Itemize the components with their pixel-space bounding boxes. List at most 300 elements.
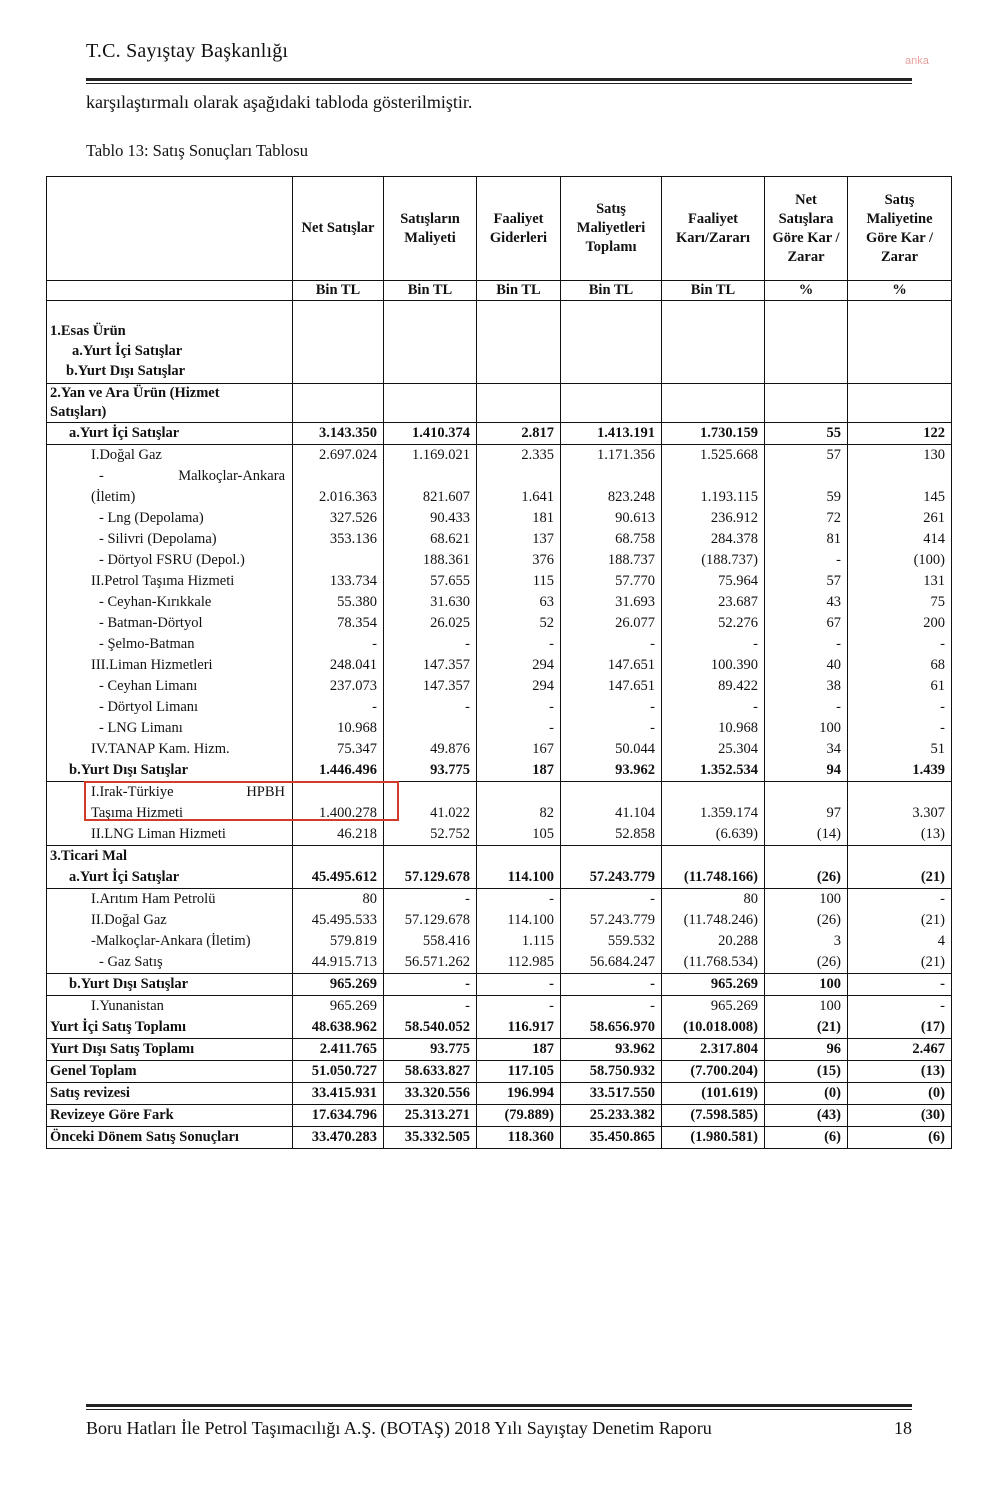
table-cell: (11.768.534) xyxy=(662,952,765,974)
table-cell: 3.307 xyxy=(848,782,952,825)
units-empty xyxy=(47,281,293,301)
table-cell: (0) xyxy=(765,1083,848,1105)
table-row xyxy=(47,996,952,1018)
row-label: I.Doğal Gaz xyxy=(47,445,293,467)
table-cell: 33.415.931 xyxy=(293,1083,384,1105)
table-row xyxy=(47,301,952,384)
table-row xyxy=(47,423,952,445)
table-cell: 67 xyxy=(765,613,848,634)
row-label: I.Yunanistan xyxy=(47,996,293,1018)
table-cell xyxy=(561,846,662,868)
table-cell: 93.962 xyxy=(561,1039,662,1061)
table-row xyxy=(47,1083,952,1105)
table-cell: - xyxy=(293,697,384,718)
row-label: -Malkoçlar-Ankara (İletim) xyxy=(47,931,293,952)
table-cell: 1.410.374 xyxy=(384,423,477,445)
page-header-title: T.C. Sayıştay Başkanlığı xyxy=(86,40,289,62)
table-cell: 1.413.191 xyxy=(561,423,662,445)
table-cell: 284.378 xyxy=(662,529,765,550)
table-cell xyxy=(848,846,952,868)
col-unit: Bin TL xyxy=(293,281,384,301)
table-cell: 34 xyxy=(765,739,848,760)
table-cell: 100.390 xyxy=(662,655,765,676)
table-cell: 17.634.796 xyxy=(293,1105,384,1127)
table-cell: 3.143.350 xyxy=(293,423,384,445)
table-cell: 68.621 xyxy=(384,529,477,550)
table-cell: - xyxy=(293,634,384,655)
table-row xyxy=(47,760,952,782)
table-row xyxy=(47,1127,952,1149)
table-cell: (79.889) xyxy=(477,1105,561,1127)
table-cell: 1.525.668 xyxy=(662,445,765,467)
table-row xyxy=(47,739,952,760)
col-unit: % xyxy=(765,281,848,301)
table-cell: 237.073 xyxy=(293,676,384,697)
table-cell: 31.630 xyxy=(384,592,477,613)
table-cell: 122 xyxy=(848,423,952,445)
table-cell: (21) xyxy=(848,910,952,931)
table-cell: 181 xyxy=(477,508,561,529)
table-cell: - xyxy=(848,996,952,1018)
table-cell: 965.269 xyxy=(662,974,765,996)
table-cell: 353.136 xyxy=(293,529,384,550)
table-cell: - xyxy=(765,634,848,655)
row-label: - Dörtyol FSRU (Depol.) xyxy=(47,550,293,571)
table-cell: 2.411.765 xyxy=(293,1039,384,1061)
row-label: - Şelmo-Batman xyxy=(47,634,293,655)
row-label: III.Liman Hizmetleri xyxy=(47,655,293,676)
table-cell: - xyxy=(384,697,477,718)
table-cell: 248.041 xyxy=(293,655,384,676)
table-cell: 90.613 xyxy=(561,508,662,529)
table-cell: 965.269 xyxy=(293,996,384,1018)
table-cell: 1.193.115 xyxy=(662,466,765,508)
table-row xyxy=(47,655,952,676)
table-cell: 294 xyxy=(477,676,561,697)
table-cell: 147.357 xyxy=(384,655,477,676)
table-cell: 52.752 xyxy=(384,824,477,846)
row-label: 2.Yan ve Ara Ürün (Hizmet xyxy=(50,385,220,401)
table-cell: 48.638.962 xyxy=(293,1017,384,1039)
table-cell: - xyxy=(561,697,662,718)
table-cell: 93.962 xyxy=(561,760,662,782)
table-cell: (7.598.585) xyxy=(662,1105,765,1127)
table-cell xyxy=(293,550,384,571)
table-cell: 40 xyxy=(765,655,848,676)
table-cell: 56.571.262 xyxy=(384,952,477,974)
table-cell: - xyxy=(765,550,848,571)
table-cell: - xyxy=(561,974,662,996)
table-cell: 118.360 xyxy=(477,1127,561,1149)
table-row xyxy=(47,1105,952,1127)
table-cell: 2.467 xyxy=(848,1039,952,1061)
table-cell: 45.495.533 xyxy=(293,910,384,931)
table-cell: (11.748.166) xyxy=(662,867,765,889)
table-row xyxy=(47,1039,952,1061)
table-cell: 196.994 xyxy=(477,1083,561,1105)
table-cell: 33.517.550 xyxy=(561,1083,662,1105)
table-cell: 61 xyxy=(848,676,952,697)
table-cell: 1.446.496 xyxy=(293,760,384,782)
table-cell xyxy=(384,718,477,739)
table-cell: (1.980.581) xyxy=(662,1127,765,1149)
table-cell: 114.100 xyxy=(477,910,561,931)
row-label: Satışları) xyxy=(50,404,107,420)
table-cell: 35.332.505 xyxy=(384,1127,477,1149)
table-cell: 55.380 xyxy=(293,592,384,613)
table-row xyxy=(47,634,952,655)
table-cell: 188.737 xyxy=(561,550,662,571)
col-unit: % xyxy=(848,281,952,301)
table-cell: 31.693 xyxy=(561,592,662,613)
table-cell: 187 xyxy=(477,1039,561,1061)
table-cell: - xyxy=(848,697,952,718)
table-cell: (101.619) xyxy=(662,1083,765,1105)
footer-text: Boru Hatları İle Petrol Taşımacılığı A.Ş. (BOTAŞ) 2018 Yılı Sayıştay Denetim Raporu xyxy=(86,1418,712,1438)
table-cell: 55 xyxy=(765,423,848,445)
table-cell: 41.104 xyxy=(561,782,662,825)
table-cell: 130 xyxy=(848,445,952,467)
table-row xyxy=(47,910,952,931)
table-cell: (21) xyxy=(848,867,952,889)
table-row xyxy=(47,974,952,996)
table-cell: 188.361 xyxy=(384,550,477,571)
table-cell: - xyxy=(662,634,765,655)
table-cell: 89.422 xyxy=(662,676,765,697)
table-cell: (30) xyxy=(848,1105,952,1127)
table-cell: 100 xyxy=(765,996,848,1018)
table-cell: 35.450.865 xyxy=(561,1127,662,1149)
table-cell: (13) xyxy=(848,824,952,846)
table-cell: - xyxy=(848,634,952,655)
table-cell: - xyxy=(384,634,477,655)
table-cell: 821.607 xyxy=(384,466,477,508)
table-cell: (26) xyxy=(765,952,848,974)
table-cell: 1.352.534 xyxy=(662,760,765,782)
table-cell: 10.968 xyxy=(662,718,765,739)
row-label-part: (İletim) xyxy=(91,489,136,505)
table-cell: 93.775 xyxy=(384,760,477,782)
table-cell: - xyxy=(477,634,561,655)
table-row xyxy=(47,931,952,952)
intro-text: karşılaştırmalı olarak aşağıdaki tabloda gösterilmiştir. xyxy=(86,92,473,112)
row-label xyxy=(47,466,293,508)
table-cell xyxy=(384,846,477,868)
table-cell: (6) xyxy=(848,1127,952,1149)
table-row xyxy=(47,1061,952,1083)
col-header: Satışların Maliyeti xyxy=(384,177,477,281)
table-cell: 33.320.556 xyxy=(384,1083,477,1105)
row-label-part: HPBH xyxy=(246,784,285,800)
row-label: - Lng (Depolama) xyxy=(47,508,293,529)
table-cell: 147.651 xyxy=(561,655,662,676)
table-cell: - xyxy=(477,996,561,1018)
table-cell: 25.313.271 xyxy=(384,1105,477,1127)
table-cell: 559.532 xyxy=(561,931,662,952)
table-cell: 25.304 xyxy=(662,739,765,760)
row-label: b.Yurt Dışı Satışlar xyxy=(66,363,186,379)
table-cell xyxy=(765,846,848,868)
table-cell: (26) xyxy=(765,910,848,931)
table-cell: 93.775 xyxy=(384,1039,477,1061)
table-cell: 52 xyxy=(477,613,561,634)
table-cell: - xyxy=(477,697,561,718)
row-label: - Dörtyol Limanı xyxy=(47,697,293,718)
table-cell: 3 xyxy=(765,931,848,952)
table-cell: 1.171.356 xyxy=(561,445,662,467)
table-cell: (43) xyxy=(765,1105,848,1127)
table-cell: 10.968 xyxy=(293,718,384,739)
table-cell: 38 xyxy=(765,676,848,697)
table-cell: 112.985 xyxy=(477,952,561,974)
table-cell: 58.633.827 xyxy=(384,1061,477,1083)
table-row xyxy=(47,889,952,911)
table-cell: 100 xyxy=(765,889,848,911)
row-label-part: I.Irak-Türkiye xyxy=(91,784,174,800)
table-cell: 236.912 xyxy=(662,508,765,529)
table-cell: - xyxy=(384,889,477,911)
row-label: - Ceyhan-Kırıkkale xyxy=(47,592,293,613)
table-row xyxy=(47,571,952,592)
row-label: IV.TANAP Kam. Hizm. xyxy=(47,739,293,760)
table-cell: 105 xyxy=(477,824,561,846)
row-label: - Silivri (Depolama) xyxy=(47,529,293,550)
table-cell: 823.248 xyxy=(561,466,662,508)
table-cell: 1.400.278 xyxy=(293,782,384,825)
page-footer xyxy=(86,1418,912,1439)
table-cell: 97 xyxy=(765,782,848,825)
table-cell: 72 xyxy=(765,508,848,529)
table-row xyxy=(47,952,952,974)
row-label: a.Yurt İçi Satışlar xyxy=(47,423,293,445)
row-label: I.Arıtım Ham Petrolü xyxy=(47,889,293,911)
table-cell: 68 xyxy=(848,655,952,676)
table-cell: - xyxy=(384,974,477,996)
table-cell: (188.737) xyxy=(662,550,765,571)
table-cell: (100) xyxy=(848,550,952,571)
table-cell: 965.269 xyxy=(662,996,765,1018)
table-cell: 57.129.678 xyxy=(384,867,477,889)
table-cell: 2.016.363 xyxy=(293,466,384,508)
table-cell: 1.115 xyxy=(477,931,561,952)
row-label: 1.Esas Ürün xyxy=(50,323,126,339)
row-label-wrap xyxy=(50,384,289,403)
table-cell: 25.233.382 xyxy=(561,1105,662,1127)
table-caption: Tablo 13: Satış Sonuçları Tablosu xyxy=(86,141,308,160)
row-label: - LNG Limanı xyxy=(47,718,293,739)
table-cell: 58.750.932 xyxy=(561,1061,662,1083)
table-cell: 147.651 xyxy=(561,676,662,697)
table-cell: 75.347 xyxy=(293,739,384,760)
table-cell: - xyxy=(765,697,848,718)
col-unit: Bin TL xyxy=(561,281,662,301)
header-rule-thin xyxy=(86,83,912,84)
table-cell: 261 xyxy=(848,508,952,529)
row-label: Önceki Dönem Satış Sonuçları xyxy=(47,1127,293,1149)
table-row xyxy=(47,1017,952,1039)
table-row xyxy=(47,445,952,467)
row-label-part: Malkoçlar-Ankara xyxy=(178,468,285,484)
table-cell: 116.917 xyxy=(477,1017,561,1039)
table-cell: 327.526 xyxy=(293,508,384,529)
table-cell: 75.964 xyxy=(662,571,765,592)
table-cell: 137 xyxy=(477,529,561,550)
table-cell: 2.335 xyxy=(477,445,561,467)
table-cell: 558.416 xyxy=(384,931,477,952)
row-label: Revizeye Göre Fark xyxy=(47,1105,293,1127)
table-cell: 82 xyxy=(477,782,561,825)
table-cell: 187 xyxy=(477,760,561,782)
table-cell: - xyxy=(477,889,561,911)
row-label: a.Yurt İçi Satışlar xyxy=(72,343,183,359)
col-header: Faaliyet Giderleri xyxy=(477,177,561,281)
col-header: Satış Maliyetine Göre Kar / Zarar xyxy=(848,177,952,281)
table-cell: 63 xyxy=(477,592,561,613)
table-cell: - xyxy=(384,996,477,1018)
table-cell: (21) xyxy=(765,1017,848,1039)
table-row xyxy=(47,508,952,529)
table-cell: - xyxy=(561,718,662,739)
table-row xyxy=(47,867,952,889)
sales-results-table xyxy=(46,176,952,1149)
table-row xyxy=(47,592,952,613)
table-cell: - xyxy=(561,889,662,911)
col-unit: Bin TL xyxy=(662,281,765,301)
table-cell: (6) xyxy=(765,1127,848,1149)
table-cell: (15) xyxy=(765,1061,848,1083)
table-cell: (21) xyxy=(848,952,952,974)
table-cell: - xyxy=(561,996,662,1018)
highlight-box xyxy=(84,781,399,821)
table-cell: 33.470.283 xyxy=(293,1127,384,1149)
table-cell: 1.641 xyxy=(477,466,561,508)
table-cell: 51 xyxy=(848,739,952,760)
table-row xyxy=(47,697,952,718)
table-cell: 80 xyxy=(293,889,384,911)
table-cell: 145 xyxy=(848,466,952,508)
table-row xyxy=(47,529,952,550)
row-label: Yurt İçi Satış Toplamı xyxy=(47,1017,293,1039)
row-label: Yurt Dışı Satış Toplamı xyxy=(47,1039,293,1061)
row-label: b.Yurt Dışı Satışlar xyxy=(47,974,293,996)
table-cell: 45.495.612 xyxy=(293,867,384,889)
table-cell: 167 xyxy=(477,739,561,760)
table-cell: 100 xyxy=(765,974,848,996)
table-cell: (13) xyxy=(848,1061,952,1083)
table-cell: 1.730.159 xyxy=(662,423,765,445)
table-cell: 579.819 xyxy=(293,931,384,952)
table-cell: 68.758 xyxy=(561,529,662,550)
row-label: 3.Ticari Mal xyxy=(47,846,293,868)
table-cell: (0) xyxy=(848,1083,952,1105)
table-cell: 131 xyxy=(848,571,952,592)
col-unit: Bin TL xyxy=(384,281,477,301)
table-cell xyxy=(477,846,561,868)
col-header: Satış Maliyetleri Toplamı xyxy=(561,177,662,281)
table-cell: 46.218 xyxy=(293,824,384,846)
row-label: Satış revizesi xyxy=(47,1083,293,1105)
row-label-part: Taşıma Hizmeti xyxy=(91,805,183,821)
col-header: Faaliyet Karı/Zararı xyxy=(662,177,765,281)
table-row xyxy=(47,846,952,868)
header-rule xyxy=(86,78,912,81)
table-cell: 20.288 xyxy=(662,931,765,952)
table-cell: 4 xyxy=(848,931,952,952)
table-cell: 96 xyxy=(765,1039,848,1061)
table-cell: 90.433 xyxy=(384,508,477,529)
table-cell: (11.748.246) xyxy=(662,910,765,931)
table-cell: 147.357 xyxy=(384,676,477,697)
table-row xyxy=(47,718,952,739)
table-cell: 414 xyxy=(848,529,952,550)
table-cell: (6.639) xyxy=(662,824,765,846)
table-cell: 200 xyxy=(848,613,952,634)
table-cell: 2.317.804 xyxy=(662,1039,765,1061)
col-header: Net Satışlar xyxy=(293,177,384,281)
table-cell: 117.105 xyxy=(477,1061,561,1083)
table-cell: 1.359.174 xyxy=(662,782,765,825)
table-cell: (10.018.008) xyxy=(662,1017,765,1039)
table-cell: 2.697.024 xyxy=(293,445,384,467)
table-cell: 100 xyxy=(765,718,848,739)
dash: - xyxy=(99,468,104,484)
table-cell: 57.655 xyxy=(384,571,477,592)
row-label: II.Doğal Gaz xyxy=(47,910,293,931)
table-cell: 78.354 xyxy=(293,613,384,634)
table-cell: 52.858 xyxy=(561,824,662,846)
table-cell: 44.915.713 xyxy=(293,952,384,974)
table-cell: 59 xyxy=(765,466,848,508)
row-label: II.Petrol Taşıma Hizmeti xyxy=(47,571,293,592)
col-unit: Bin TL xyxy=(477,281,561,301)
row-label: b.Yurt Dışı Satışlar xyxy=(47,760,293,782)
table-cell: 81 xyxy=(765,529,848,550)
table-cell: 26.025 xyxy=(384,613,477,634)
header-empty xyxy=(47,177,293,281)
table-cell: 2.817 xyxy=(477,423,561,445)
footer-rule-thin xyxy=(86,1409,912,1410)
row-label: - Batman-Dörtyol xyxy=(47,613,293,634)
table-row xyxy=(47,824,952,846)
table-cell: 1.439 xyxy=(848,760,952,782)
table-cell: - xyxy=(662,697,765,718)
table-cell: 57 xyxy=(765,445,848,467)
table-cell: 49.876 xyxy=(384,739,477,760)
table-cell: 43 xyxy=(765,592,848,613)
table-cell: - xyxy=(848,889,952,911)
table-cell: 51.050.727 xyxy=(293,1061,384,1083)
table-cell: 57.129.678 xyxy=(384,910,477,931)
table-cell: - xyxy=(561,634,662,655)
table-cell: 376 xyxy=(477,550,561,571)
table-cell: 57.770 xyxy=(561,571,662,592)
table-cell: 57.243.779 xyxy=(561,867,662,889)
table-cell: 23.687 xyxy=(662,592,765,613)
table-cell: 52.276 xyxy=(662,613,765,634)
table-row xyxy=(47,550,952,571)
row-label: - Ceyhan Limanı xyxy=(47,676,293,697)
table-row xyxy=(47,613,952,634)
footer-rule xyxy=(86,1404,912,1407)
table-cell: (14) xyxy=(765,824,848,846)
table-cell: 50.044 xyxy=(561,739,662,760)
table-cell xyxy=(662,846,765,868)
table-cell: 80 xyxy=(662,889,765,911)
table-cell: 56.684.247 xyxy=(561,952,662,974)
row-label: II.LNG Liman Hizmeti xyxy=(47,824,293,846)
table-cell: 75 xyxy=(848,592,952,613)
watermark: anka xyxy=(905,55,929,67)
